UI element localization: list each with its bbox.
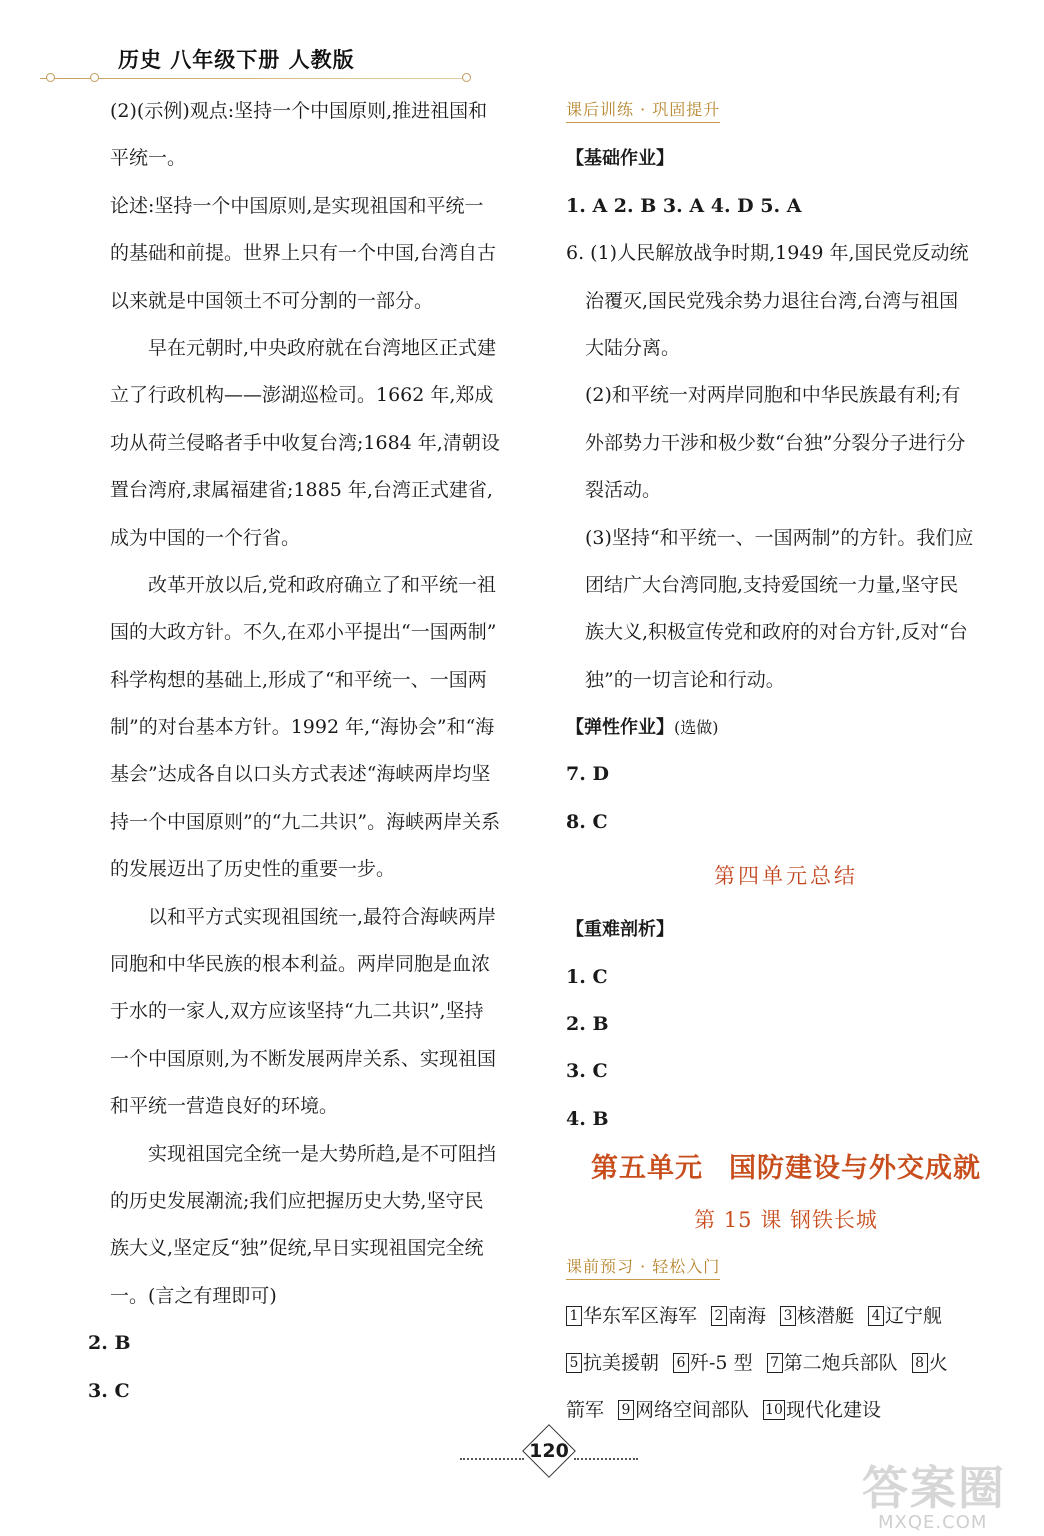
fill-answer: 华东军区海军 [583,1304,698,1327]
key-analysis-heading: 【重难剖析】 [566,919,674,941]
optional-note: (选做) [674,718,719,738]
text-line: 国的大政方针。不久,在邓小平提出“一国两制” [110,621,497,644]
text-line: 持一个中国原则”的“九二共识”。海峡两岸关系 [110,810,501,833]
number-box: 6 [673,1353,689,1373]
lesson-title: 第 15 课 钢铁长城 [694,1208,878,1233]
watermark-url: MXQE.COM [878,1512,988,1533]
text-line: 平统一。 [110,147,187,170]
text-line: 同胞和中华民族的根本利益。两岸同胞是血浓 [110,953,491,976]
text-line: 实现祖国完全统一是大势所趋,是不可阻挡 [148,1142,497,1165]
header-dot-icon [46,73,55,82]
right-column [566,88,1006,1435]
text-line: 的发展迈出了历史性的重要一步。 [110,858,396,881]
unit-title [566,1143,1006,1195]
answer-line: 2. B [88,1332,131,1355]
answer-line: 3. C [88,1379,130,1402]
section-heading-preview: 课前预习 · 轻松入门 [566,1257,720,1280]
book-title: 历史 八年级下册 人教版 [118,48,355,72]
answer-line: 1. A 2. B 3. A 4. D 5. A [566,194,802,217]
text-line: 的基础和前提。世界上只有一个中国,台湾自古 [110,242,497,265]
text-line: 团结广大台湾同胞,支持爱国统一力量,坚守民 [585,573,959,596]
answer-line: 7. D [566,763,609,786]
text-line: (2)(示例)观点:坚持一个中国原则,推进祖国和 [110,100,488,122]
text-line: 科学构想的基础上,形成了“和平统一、一国两 [110,668,487,691]
text-line: 和平统一营造良好的环境。 [110,1095,339,1118]
header-dot-icon [462,73,471,82]
fill-answer: 网络空间部队 [635,1399,750,1422]
number-box: 9 [618,1400,634,1420]
text-line: 的历史发展潮流;我们应把握历史大势,坚守民 [110,1189,484,1212]
number-box: 2 [711,1306,727,1326]
fill-answer: 辽宁舰 [885,1304,943,1327]
answer-line: 8. C [566,810,608,833]
text-line: 一。(言之有理即可) [110,1284,277,1307]
fill-answer: 火 [928,1351,948,1374]
answer-line: 1. C [566,965,608,988]
text-line: 大陆分离。 [585,336,681,359]
number-box: 8 [912,1353,928,1373]
fill-answer: 现代化建设 [786,1399,882,1422]
text-line: (2)和平统一对两岸同胞和中华民族最有利;有 [585,384,961,407]
text-line: 6. (1)人民解放战争时期,1949 年,国民党反动统 [566,242,969,265]
header-rule [40,78,470,79]
number-box: 4 [868,1306,884,1326]
fill-answer: 箭军 [566,1399,605,1422]
fill-blank-line [566,1293,1006,1340]
text-line: 早在元朝时,中央政府就在台湾地区正式建 [148,336,497,359]
fill-blank-line [566,1340,1006,1387]
text-line: 族大义,坚定反“独”促统,早日实现祖国完全统 [110,1237,484,1260]
answer-line: 4. B [566,1107,609,1130]
left-column [88,88,532,1415]
text-line: (3)坚持“和平统一、一国两制”的方针。我们应 [585,526,974,549]
fill-blank-line [566,1387,1006,1434]
text-line: 族大义,积极宣传党和政府的对台方针,反对“台 [585,621,968,644]
text-line: 基会”达成各自以口头方式表述“海峡两岸均坚 [110,763,491,786]
number-box: 10 [763,1400,785,1420]
text-line: 一个中国原则,为不断发展两岸关系、实现祖国 [110,1047,497,1070]
page-number: 120 [529,1440,569,1462]
text-line: 置台湾府,隶属福建省;1885 年,台湾正式建省, [110,479,493,502]
fill-answer: 歼-5 型 [690,1351,753,1374]
text-line: 以来就是中国领土不可分割的一部分。 [110,289,434,312]
text-line: 制”的对台基本方针。1992 年,“海协会”和“海 [110,716,495,739]
page-number-badge [460,1432,640,1472]
page-header [118,44,355,74]
watermark-logo [862,1452,1032,1532]
text-line: 成为中国的一个行省。 [110,526,301,549]
answer-line: 2. B [566,1013,609,1036]
text-line: 独”的一切言论和行动。 [585,668,785,691]
unit-summary-title: 第四单元总结 [714,864,858,889]
unit-number: 第五单元 [591,1153,703,1185]
section-heading-after-class: 课后训练 · 巩固提升 [566,100,720,123]
number-box: 7 [767,1353,783,1373]
text-line: 以和平方式实现祖国统一,最符合海峡两岸 [148,905,497,928]
text-line: 于水的一家人,双方应该坚持“九二共识”,坚持 [110,1000,484,1023]
basic-homework-heading: 【基础作业】 [566,148,674,170]
text-line: 裂活动。 [585,479,662,502]
header-dot-icon [90,73,99,82]
text-line: 功从荷兰侵略者手中收复台湾;1684 年,清朝设 [110,431,500,454]
number-box: 1 [566,1306,582,1326]
fill-answer: 南海 [728,1304,767,1327]
dotted-rule [574,1458,638,1460]
fill-answer: 第二炮兵部队 [783,1351,898,1374]
answer-line: 3. C [566,1060,608,1083]
elastic-homework-heading: 【弹性作业】 [566,717,674,739]
text-line: 治覆灭,国民党残余势力退往台湾,台湾与祖国 [585,289,959,312]
text-line: 改革开放以后,党和政府确立了和平统一祖 [148,573,497,596]
text-line: 立了行政机构——澎湖巡检司。1662 年,郑成 [110,384,494,407]
fill-answer: 抗美援朝 [583,1351,660,1374]
number-box: 3 [780,1306,796,1326]
watermark-text: 答案圈 [862,1461,1006,1515]
text-line: 论述:坚持一个中国原则,是实现祖国和平统一 [110,194,484,217]
elastic-homework-line [566,704,1006,751]
number-box: 5 [566,1353,582,1373]
dotted-rule [460,1458,524,1460]
text-line: 外部势力干涉和极少数“台独”分裂分子进行分 [585,431,966,454]
unit-name: 国防建设与外交成就 [729,1153,981,1185]
fill-answer: 核潜艇 [797,1304,855,1327]
